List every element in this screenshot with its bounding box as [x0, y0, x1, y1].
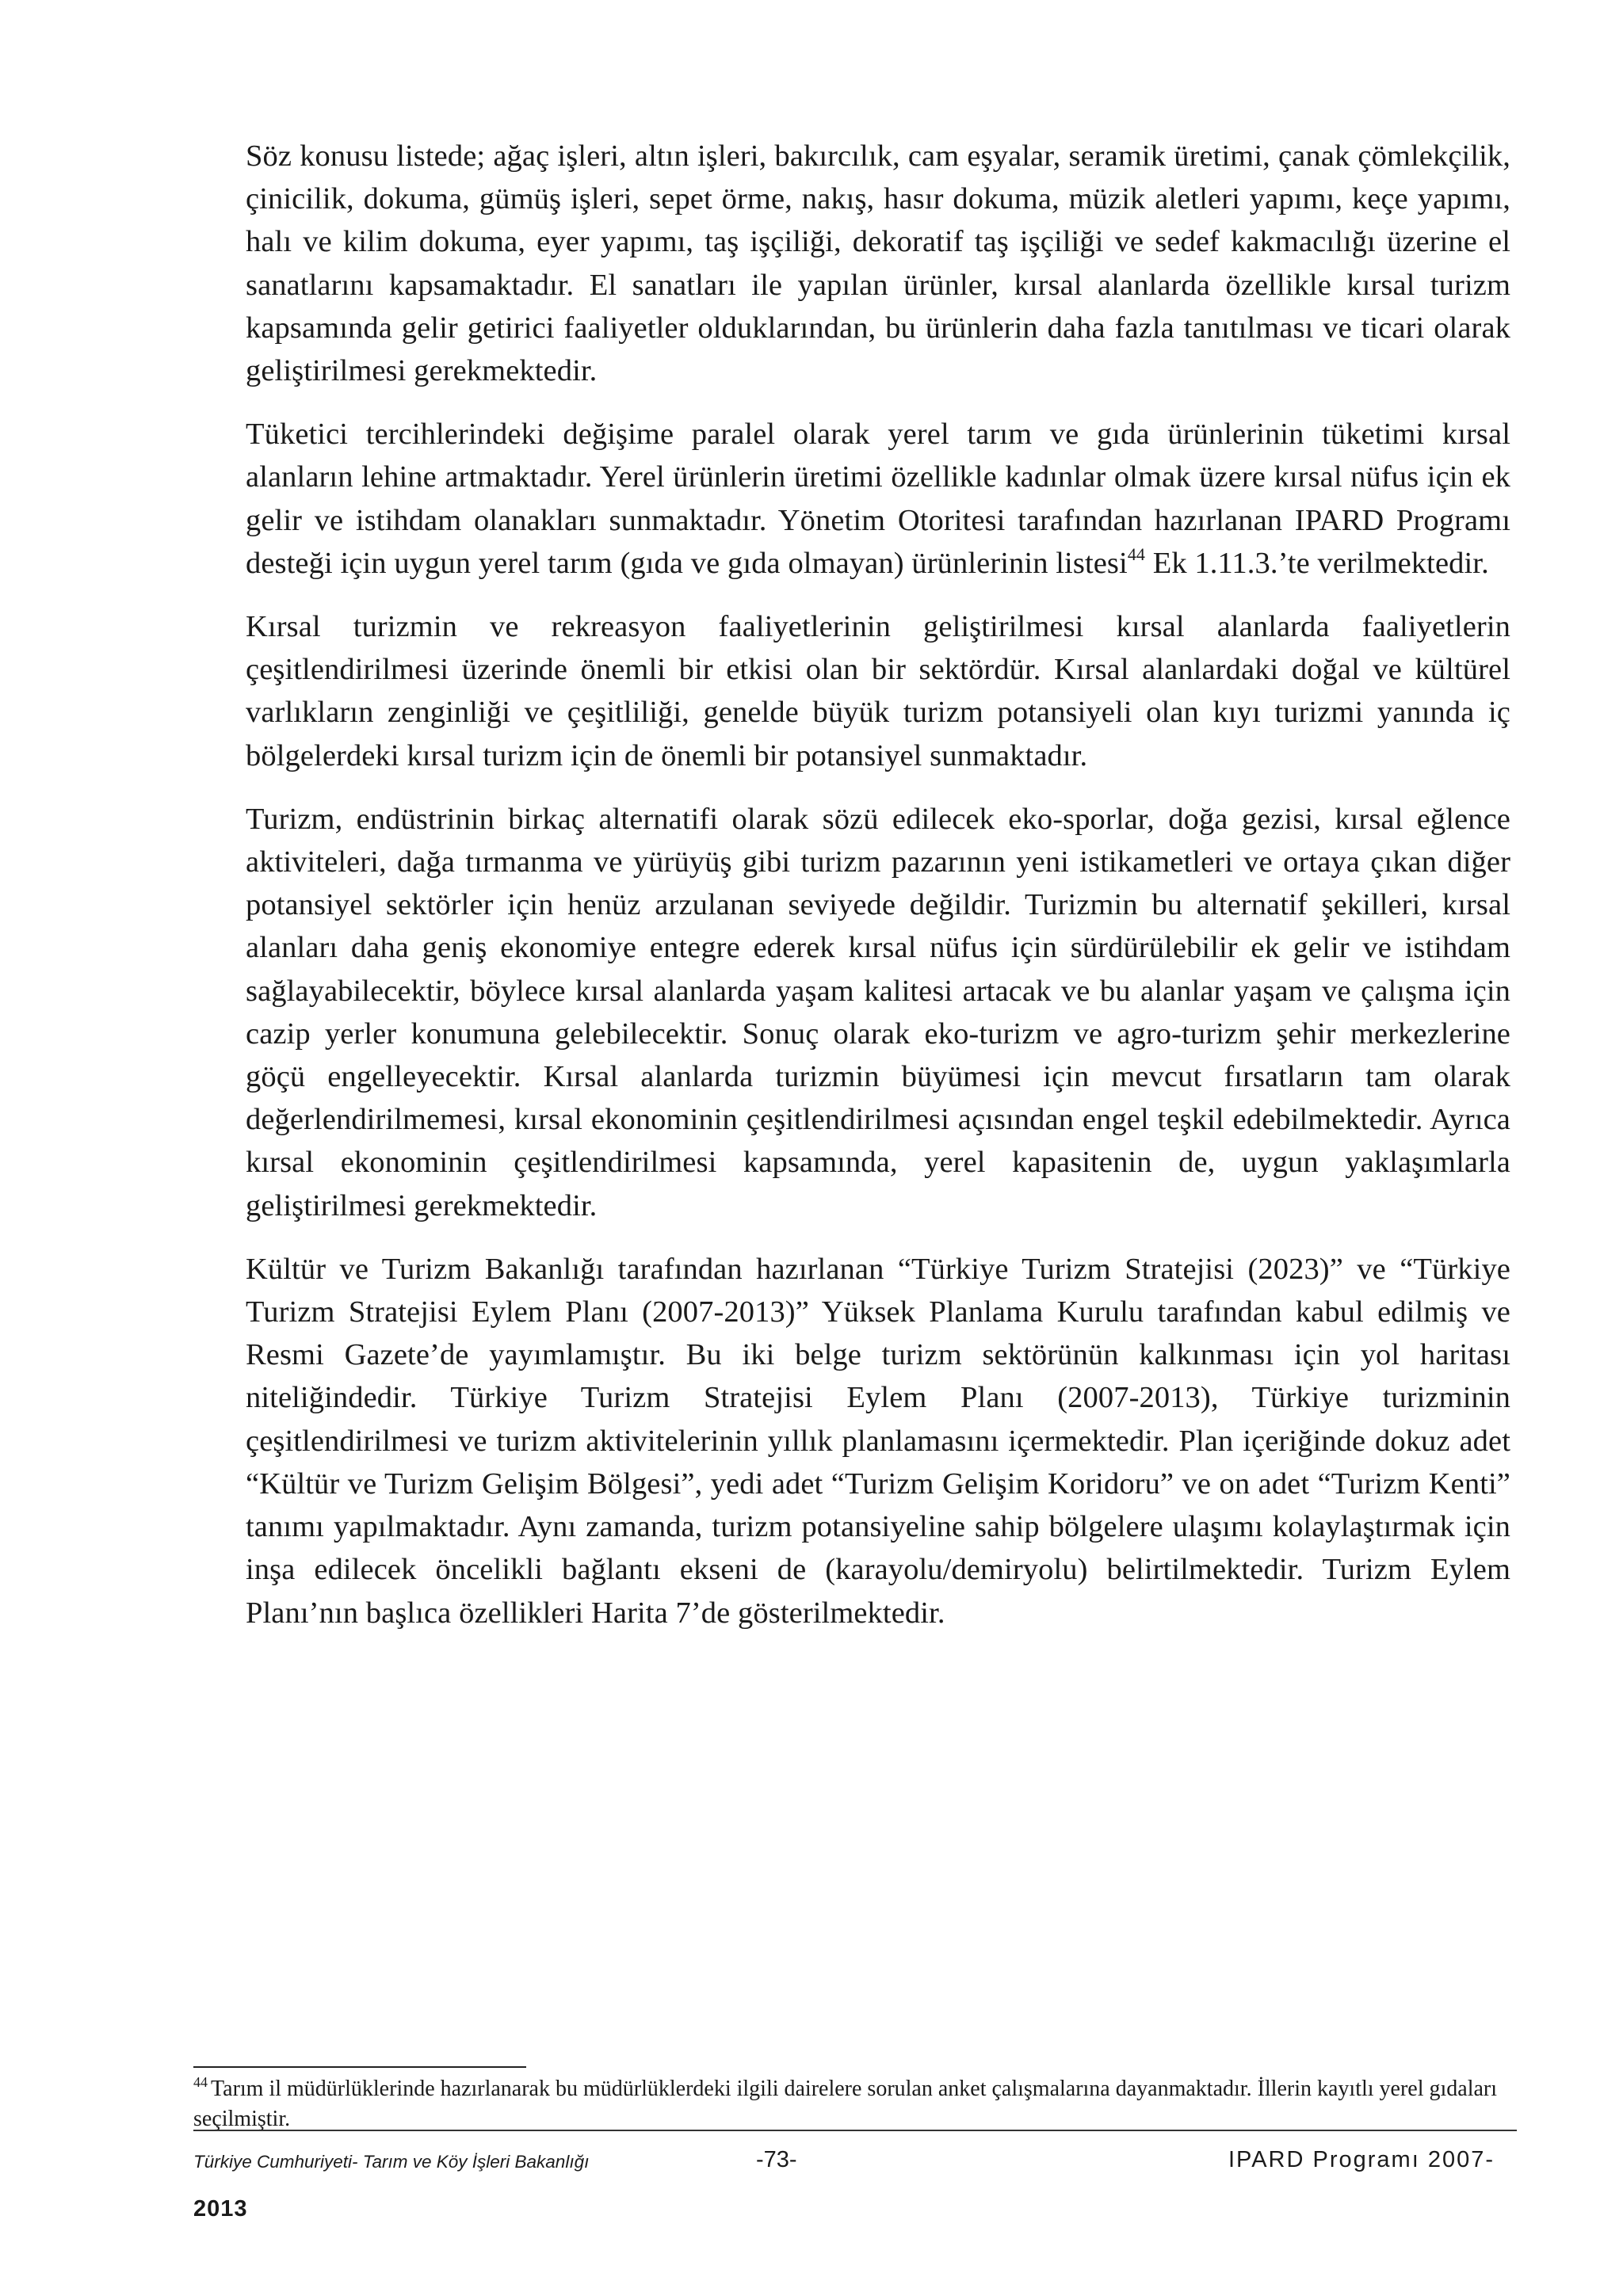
- footnote-separator: [193, 2066, 526, 2068]
- footer-program-title: IPARD Programı 2007-: [1228, 2147, 1495, 2172]
- footnote-reference[interactable]: 44: [1127, 543, 1146, 564]
- footer-separator: [193, 2130, 1517, 2131]
- paragraph-local-products: [246, 413, 1510, 585]
- page-body: [246, 135, 1510, 1655]
- page-number: -73-: [756, 2147, 797, 2172]
- paragraph-local-products-text: Tüketici tercihlerindeki değişime paralel olarak yerel tarım ve gıda ürünlerinin tüketimi kırsal alanların lehine artmaktadır. Yerel ürünlerin üretimi özellikle kadınlar olmak üzere kırsal nüfus için ek gelir ve istihdam olanakları sunmaktadır. Yönetim Otoritesi tarafından hazırlanan IPARD Programı desteği için uygun yerel tarım (gıda ve gıda olmayan) ürünlerinin listesi: [246, 418, 1510, 580]
- footnote-text: Tarım il müdürlüklerinde hazırlanarak bu müdürlüklerdeki ilgili dairelere sorulan anket çalışmalarına dayanmaktadır. İllerin kayıtlı yerel gıdaları seçilmiştir.: [193, 2077, 1498, 2131]
- paragraph-local-products-tail: Ek 1.11.3.’te verilmektedir.: [1145, 546, 1489, 580]
- footnote: [193, 2074, 1525, 2134]
- paragraph-tourism-strategy: Kültür ve Turizm Bakanlığı tarafından hazırlanan “Türkiye Turizm Stratejisi (2023)” ve “Türkiye Turizm Stratejisi Eylem Planı (2007-2013)” Yüksek Planlama Kurulu tarafından kabul edilmiş ve Resmi Gazete’de yayımlamıştır. Bu iki belge turizm sektörünün kalkınması için yol haritası niteliğindedir. Türkiye Turizm Stratejisi Eylem Planı (2007-2013), Türkiye turizminin çeşitlendirilmesi ve turizm aktivitelerinin yıllık planlamasını içermektedir. Plan içeriğinde dokuz adet “Kültür ve Turizm Gelişim Bölgesi”, yedi adet “Turizm Gelişim Koridoru” ve on adet “Turizm Kenti” tanımı yapılmaktadır. Aynı zamanda, turizm potansiyeline sahip bölgelere ulaşımı kolaylaştırmak için inşa edilecek öncelikli bağlantı ekseni de (karayolu/demiryolu) belirtilmektedir. Turizm Eylem Planı’nın başlıca özellikleri Harita 7’de gösterilmektedir.: [246, 1252, 1510, 1630]
- footer-year: 2013: [193, 2196, 248, 2222]
- paragraph-handicrafts: Söz konusu listede; ağaç işleri, altın işleri, bakırcılık, cam eşyalar, seramik üretimi, çanak çömlekçilik, çinicilik, dokuma, gümüş işleri, sepet örme, nakış, hasır dokuma, müzik aletleri yapımı, keçe yapımı, halı ve kilim dokuma, eyer yapımı, taş işçiliği, dekoratif taş işçiliği ve sedef kakmacılığı üzerine el sanatlarını kapsamaktadır. El sanatları ile yapılan ürünler, kırsal alanlarda özellikle kırsal turizm kapsamında gelir getirici faaliyetler olduklarından, bu ürünlerin daha fazla tanıtılması ve ticari olarak geliştirilmesi gerekmektedir.: [246, 139, 1510, 388]
- footer-ministry: Türkiye Cumhuriyeti- Tarım ve Köy İşleri Bakanlığı: [193, 2152, 590, 2172]
- paragraph-tourism-alternatives: Turizm, endüstrinin birkaç alternatifi olarak sözü edilecek eko-sporlar, doğa gezisi, kırsal eğlence aktiviteleri, dağa tırmanma ve yürüyüş gibi turizm pazarının yeni istikametleri ve ortaya çıkan diğer potansiyel sektörler için henüz arzulanan seviyede değildir. Turizmin bu alternatif şekilleri, kırsal alanları daha geniş ekonomiye entegre ederek kırsal nüfus için sürdürülebilir ek gelir ve istihdam sağlayabilecektir, böylece kırsal alanlarda yaşam kalitesi artacak ve bu alanlar yaşam ve çalışma için cazip yerler konumuna gelebilecektir. Sonuç olarak eko-turizm ve agro-turizm şehir merkezlerine göçü engelleyecektir. Kırsal alanlarda turizmin büyümesi için mevcut fırsatların tam olarak değerlendirilmemesi, kırsal ekonominin çeşitlendirilmesi açısından engel teşkil edebilmektedir. Ayrıca kırsal ekonominin çeşitlendirilmesi kapsamında, yerel kapasitenin de, uygun yaklaşımlarla geliştirilmesi gerekmektedir.: [246, 802, 1510, 1222]
- paragraph-rural-tourism: Kırsal turizmin ve rekreasyon faaliyetlerinin geliştirilmesi kırsal alanlarda faaliyetlerin çeşitlendirilmesi üzerinde önemli bir etkisi olan bir sektördür. Kırsal alanlardaki doğal ve kültürel varlıkların zenginliği ve çeşitliliği, genelde büyük turizm potansiyeli olan kıyı turizmi yanında iç bölgelerdeki kırsal turizm için de önemli bir potansiyel sunmaktadır.: [246, 610, 1510, 772]
- footnote-number: 44: [193, 2074, 208, 2090]
